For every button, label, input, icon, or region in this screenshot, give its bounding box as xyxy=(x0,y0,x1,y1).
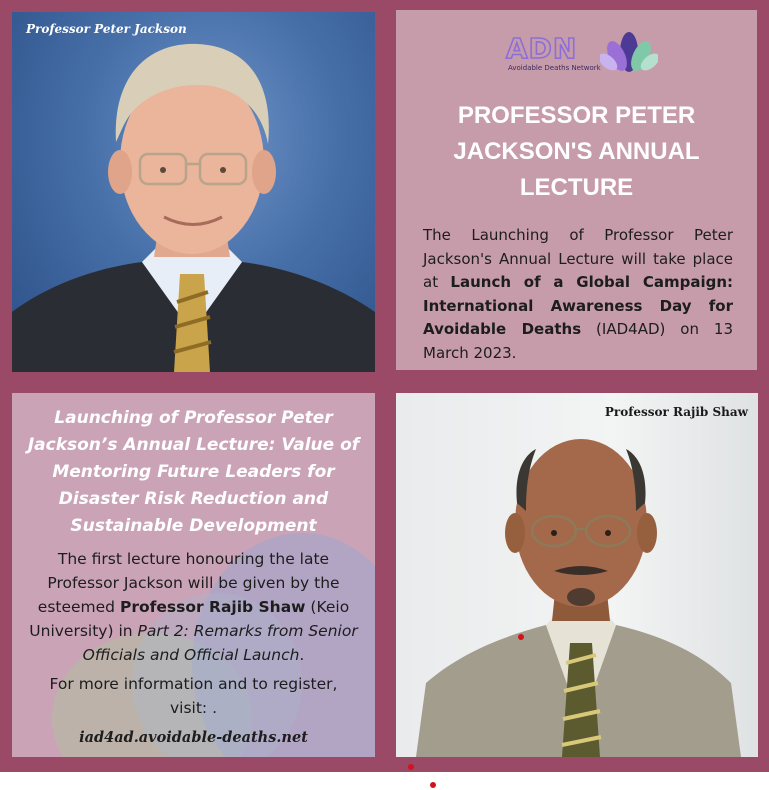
speaker-info-end: . xyxy=(299,646,305,664)
portrait-illustration-peter-jackson xyxy=(12,12,375,372)
description-tail: (IAD4AD) on 13 March 2023. xyxy=(423,320,733,362)
decorative-dot xyxy=(518,634,524,640)
speaker-info-mid: (Keio University) in xyxy=(29,598,350,640)
headline-line: JACKSON'S ANNUAL xyxy=(453,138,700,165)
photo-caption-rajib-shaw: Professor Rajib Shaw xyxy=(604,405,748,419)
decorative-dot xyxy=(408,764,414,770)
adn-logo xyxy=(506,30,656,80)
lecture-announcement-panel xyxy=(396,10,757,370)
program-part: Part 2: Remarks from Senior Officials and Official Launch xyxy=(82,622,358,664)
photo-rajib-shaw xyxy=(396,393,758,757)
speaker-info-lead: The first lecture honouring the late Professor Jackson will be given by the esteemed xyxy=(37,550,340,616)
description-event-name: Launch of a Global Campaign: International Awareness Day for Avoidable Deaths xyxy=(423,273,734,338)
lecture-speaker-info xyxy=(24,547,363,667)
headline-line: PROFESSOR PETER xyxy=(457,102,696,129)
portrait-illustration-rajib-shaw xyxy=(396,393,758,757)
logo-subtitle: Avoidable Deaths Network xyxy=(508,64,601,72)
lecture-details-panel xyxy=(12,393,375,757)
registration-link[interactable]: iad4ad.avoidable-deaths.net xyxy=(79,729,308,746)
lecture-description xyxy=(423,224,733,365)
lecture-headline xyxy=(396,98,757,206)
decorative-dot xyxy=(430,782,436,788)
headline-line: LECTURE xyxy=(519,174,634,201)
lotus-icon xyxy=(600,30,658,76)
speaker-name: Professor Rajib Shaw xyxy=(119,598,306,616)
logo-wordmark: ADN xyxy=(506,32,578,65)
description-lead: The Launching of Professor Peter Jackson's Annual Lecture will take place at xyxy=(423,226,733,291)
registration-info: For more information and to register, visit: . xyxy=(49,675,338,717)
photo-caption-peter-jackson: Professor Peter Jackson xyxy=(26,22,187,36)
photo-peter-jackson xyxy=(12,12,375,372)
lecture-subtitle: Launching of Professor Peter Jackson’s Annual Lecture: Value of Mentoring Future Leaders for Disaster Risk Reduction and Sustainable Development xyxy=(27,408,360,536)
